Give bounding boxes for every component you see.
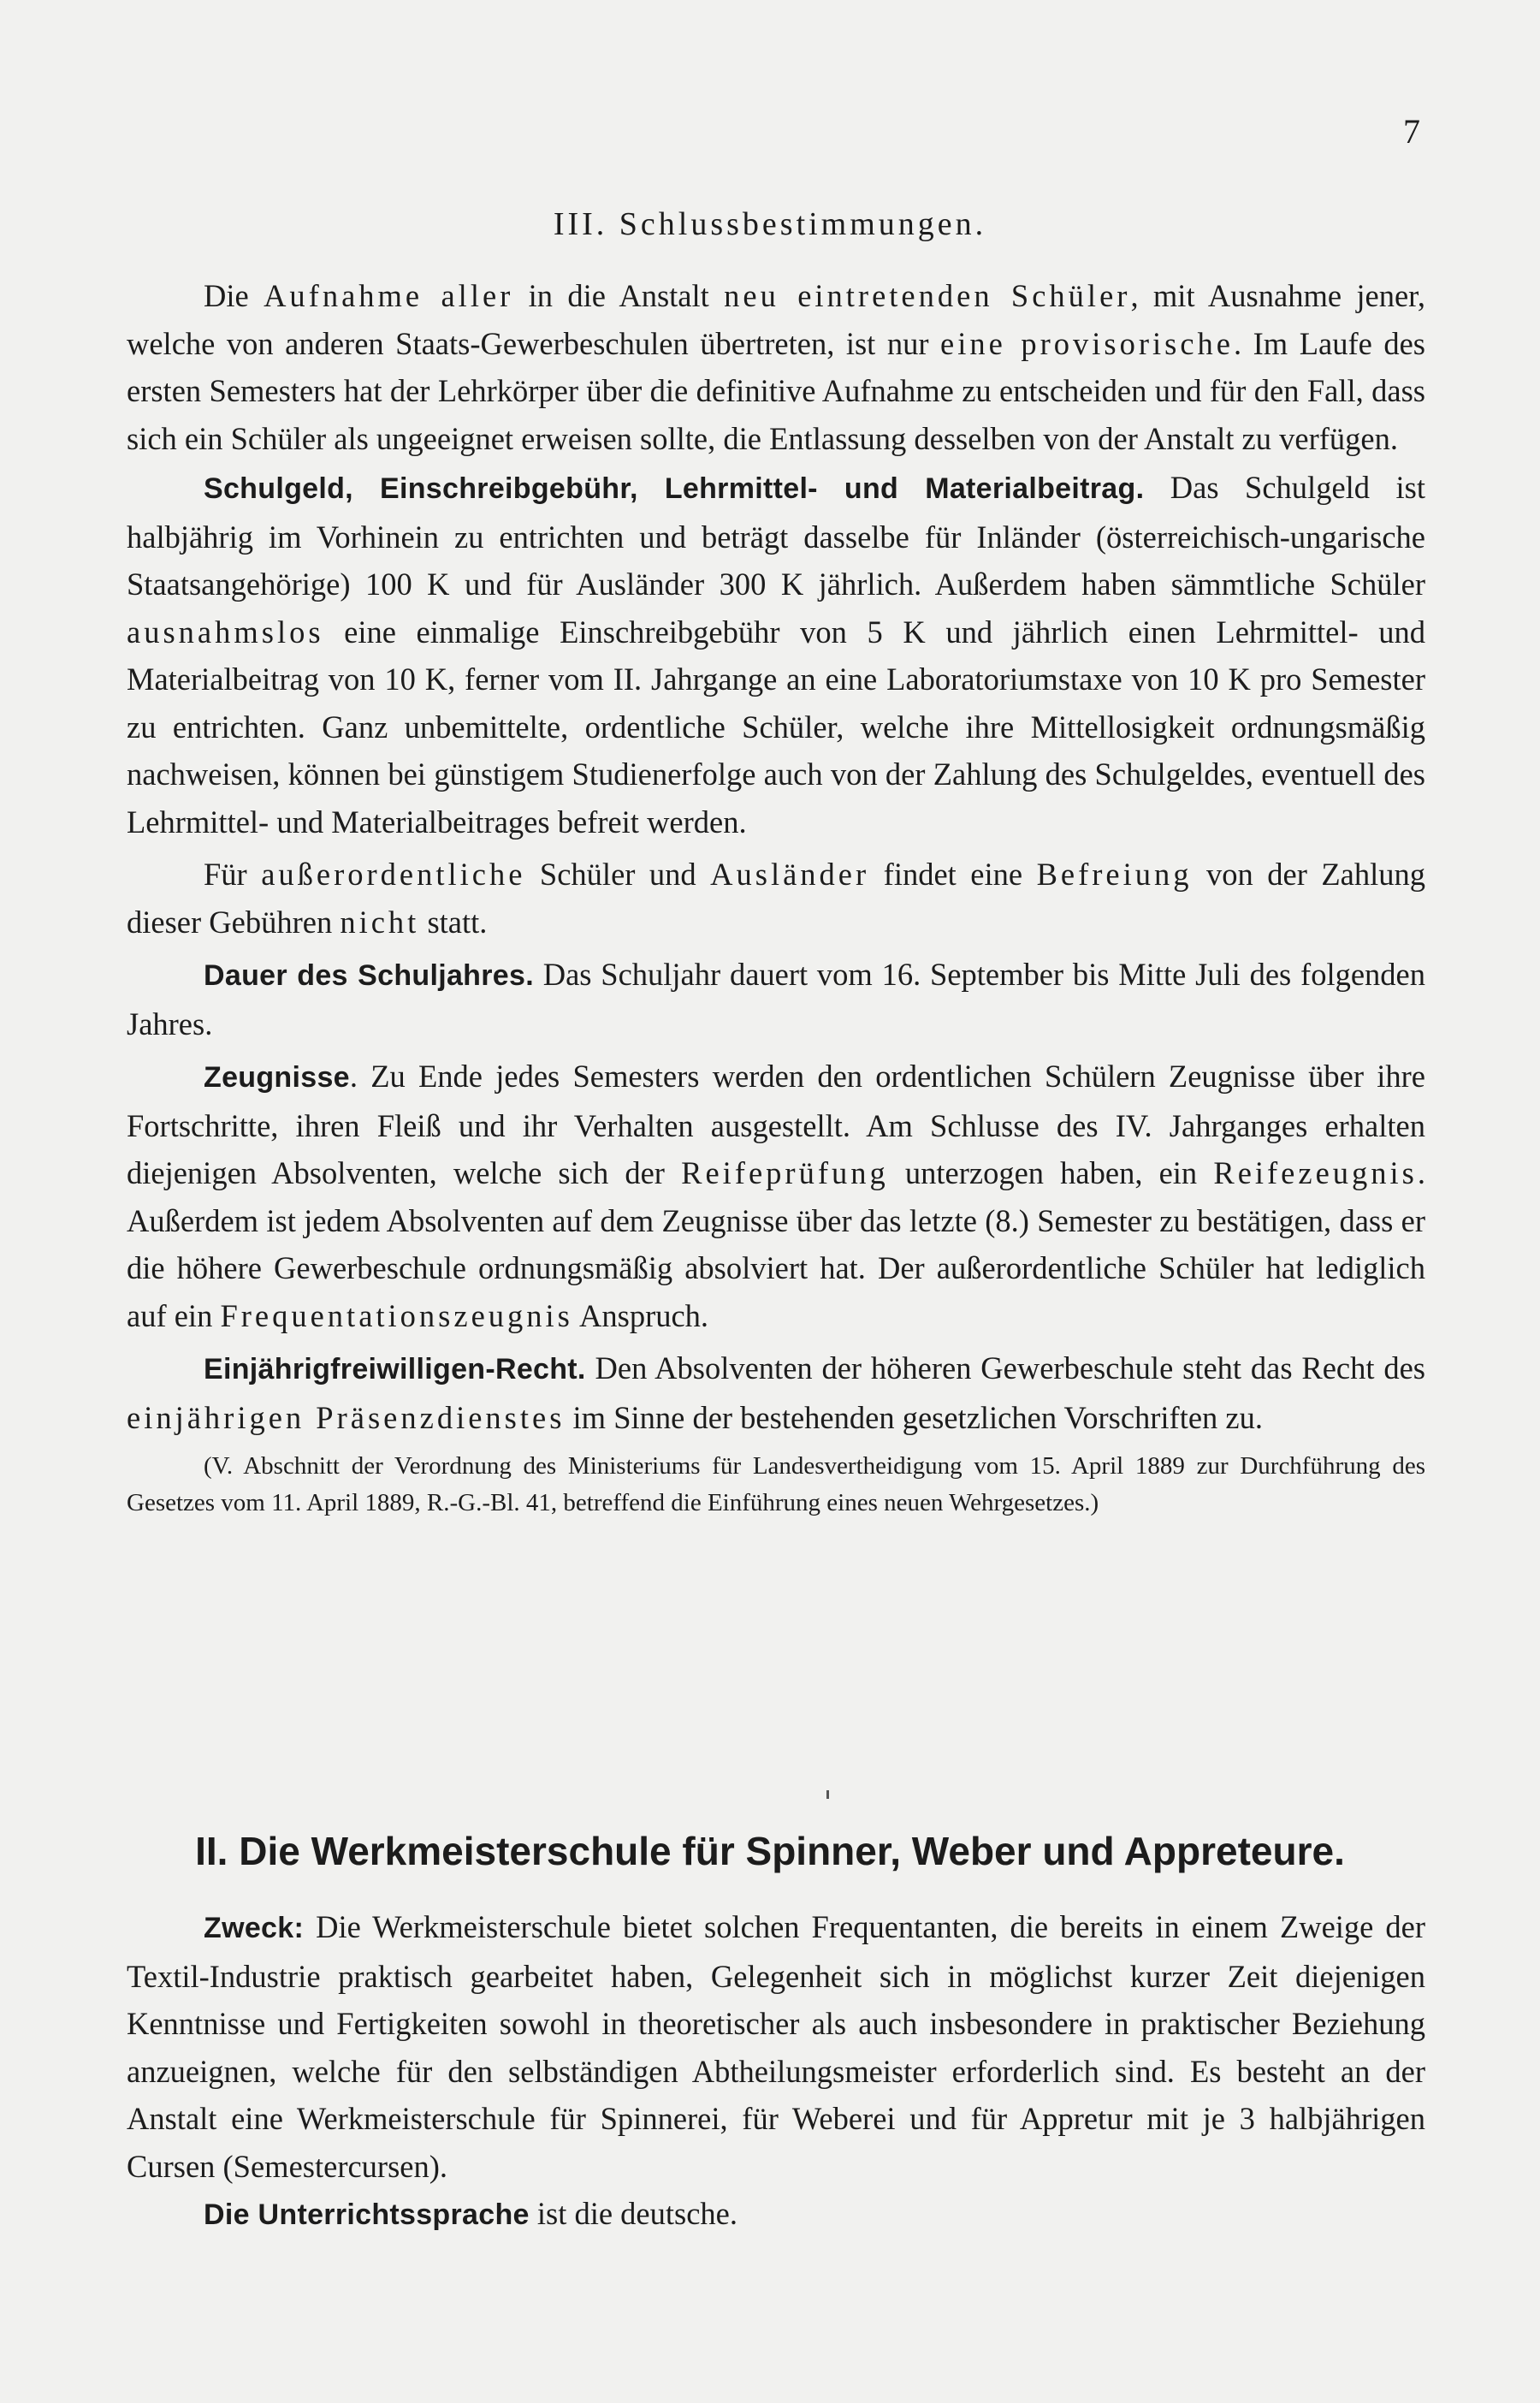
text: . Zu Ende jedes Semesters werden den ordentlichen Schülern Zeugnisse über ihre Fortschritte, ihren Fleiß und ihr Verhalten ausgestellt. Am Schlusse des IV. Jahrganges erhalten diejenigen Absolventen, welche sich der: [127, 1059, 1425, 1190]
text: Die: [204, 278, 264, 313]
paragraph-dauer: [127, 951, 1425, 1047]
text: Schüler und: [525, 857, 711, 892]
emphasis-text: außerordentliche: [261, 857, 526, 892]
paragraph-heading: Schulgeld, Einschreibgebühr, Lehrmittel- und Materialbeitrag.: [204, 472, 1145, 505]
paragraph-befreiung: [127, 851, 1425, 946]
paragraph-schulgeld: [127, 464, 1425, 846]
footnote-reference: (V. Abschnitt der Verordnung des Ministeriums für Landesvertheidigung vom 15. April 1889 zur Durchführung des Gesetzes vom 11. April 1889, R.-G.-Bl. 41, betreffend die Einführung eines neuen Wehrgesetzes.): [127, 1452, 1425, 1516]
emphasis-text: ausnahmslos: [127, 614, 324, 650]
emphasis-text: Reifezeugnis: [1213, 1155, 1418, 1190]
paragraph-einjaehrig: [127, 1344, 1425, 1441]
emphasis-text: Reifeprüfung: [681, 1155, 889, 1190]
emphasis-text: neu eintretenden Schüler: [724, 278, 1131, 313]
emphasis-text: Ausländer: [710, 857, 870, 892]
page-number: 7: [1403, 112, 1420, 151]
text: , mit Ausnahme jener, welche von anderen Staats-Gewerbeschulen übertreten, ist nur: [127, 278, 1426, 361]
section-body: [127, 272, 1425, 1522]
paragraph-aufnahme: [127, 272, 1425, 462]
text: Die Werkmeisterschule bietet solchen Frequentanten, die bereits in einem Zweige der Textil-Industrie praktisch gearbeitet haben, Gelegenheit sich in möglichst kurzer Zeit diejenigen Kenntnisse und Fertigkeiten sowohl in theoretischer als auch insbesondere in praktischer Beziehung anzueignen, welche für den selbständigen Abtheilungsmeister erforderlich sind. Es besteht an der Anstalt eine Werkmeisterschule für Spinnerei, für Weberei und für Appretur mit je 3 halbjährigen Cursen (Semestercursen).: [127, 1909, 1425, 2184]
text: von der Zahlung dieser Gebühren: [127, 857, 1425, 940]
paragraph-heading: Zweck:: [204, 1912, 305, 1944]
emphasis-text: nicht: [340, 904, 420, 940]
text: Anspruch.: [572, 1297, 709, 1333]
paragraph-zweck: [127, 1903, 1425, 2190]
emphasis-text: Befreiung: [1036, 857, 1193, 892]
text: im Sinne der bestehenden gesetzlichen Vorschriften zu.: [565, 1399, 1264, 1435]
text: unterzogen haben, ein: [888, 1155, 1214, 1190]
text: ist die deutsche.: [529, 2196, 738, 2231]
text: Das Schulgeld ist halbjährig im Vorhinein zu entrichten und beträgt dasselbe für Inländer (österreichisch-ungarische Staatsangehörige) 100 K und für Ausländer 300 K jährlich. Außerdem haben sämmtliche Schüler: [127, 470, 1426, 602]
text: statt.: [419, 904, 488, 940]
text: findet eine: [869, 857, 1037, 892]
paragraph-heading: Einjährigfreiwilligen-Recht.: [204, 1353, 586, 1385]
section-title: III. Schlussbestimmungen.: [553, 206, 987, 242]
emphasis-text: Frequentationszeugnis: [220, 1297, 573, 1333]
paragraph-zeugnisse: [127, 1053, 1425, 1339]
part-body: [127, 1903, 1425, 2240]
part-title: II. Die Werkmeisterschule für Spinner, Weber und Appreteure.: [195, 1829, 1345, 1873]
text: . Im Laufe des ersten Semesters hat der Lehrkörper über die definitive Aufnahme zu entscheiden und für den Fall, dass sich ein Schüler als ungeeignet erweisen sollte, die Entlassung desselben von der Anstalt zu verfügen.: [127, 325, 1425, 456]
text: . Außerdem ist jedem Absolventen auf dem Zeugnisse über das letzte (8.) Semester zu bestätigen, dass er die höhere Gewerbeschule ordnungsmäßig absolviert hat. Der außerordentliche Schüler hat lediglich auf ein: [127, 1155, 1426, 1333]
emphasis-text: einjährigen Präsenzdienstes: [127, 1399, 566, 1435]
text: in die Anstalt: [513, 278, 725, 313]
text: Das Schuljahr dauert vom 16. September bis Mitte Juli des folgenden Jahres.: [127, 957, 1425, 1041]
text: Für: [204, 857, 262, 892]
text: Den Absolventen der höheren Gewerbeschule steht das Recht des: [585, 1350, 1425, 1385]
paragraph-unterrichtssprache: [127, 2190, 1425, 2240]
emphasis-text: Aufnahme aller: [264, 278, 514, 313]
paragraph-heading: Zeugnisse: [204, 1061, 350, 1094]
emphasis-text: eine provisorische: [940, 325, 1234, 361]
paragraph-heading: Dauer des Schuljahres.: [204, 959, 534, 992]
text: eine einmalige Einschreibgebühr von 5 K und jährlich einen Lehrmittel- und Materialbeitrag von 10 K, ferner vom II. Jahrgange an eine Laboratoriumstaxe von 10 K pro Semester zu entrichten. Ganz unbemittelte, ordentliche Schüler, welche ihre Mittellosigkeit ordnungsmäßig nachweisen, können bei günstigem Studienerfolge auch von der Zahlung des Schulgeldes, eventuell des Lehrmittel- und Materialbeitrages befreit werden.: [127, 614, 1425, 840]
ink-mark: [826, 1790, 829, 1799]
paragraph-heading: Die Unterrichtssprache: [204, 2198, 530, 2231]
